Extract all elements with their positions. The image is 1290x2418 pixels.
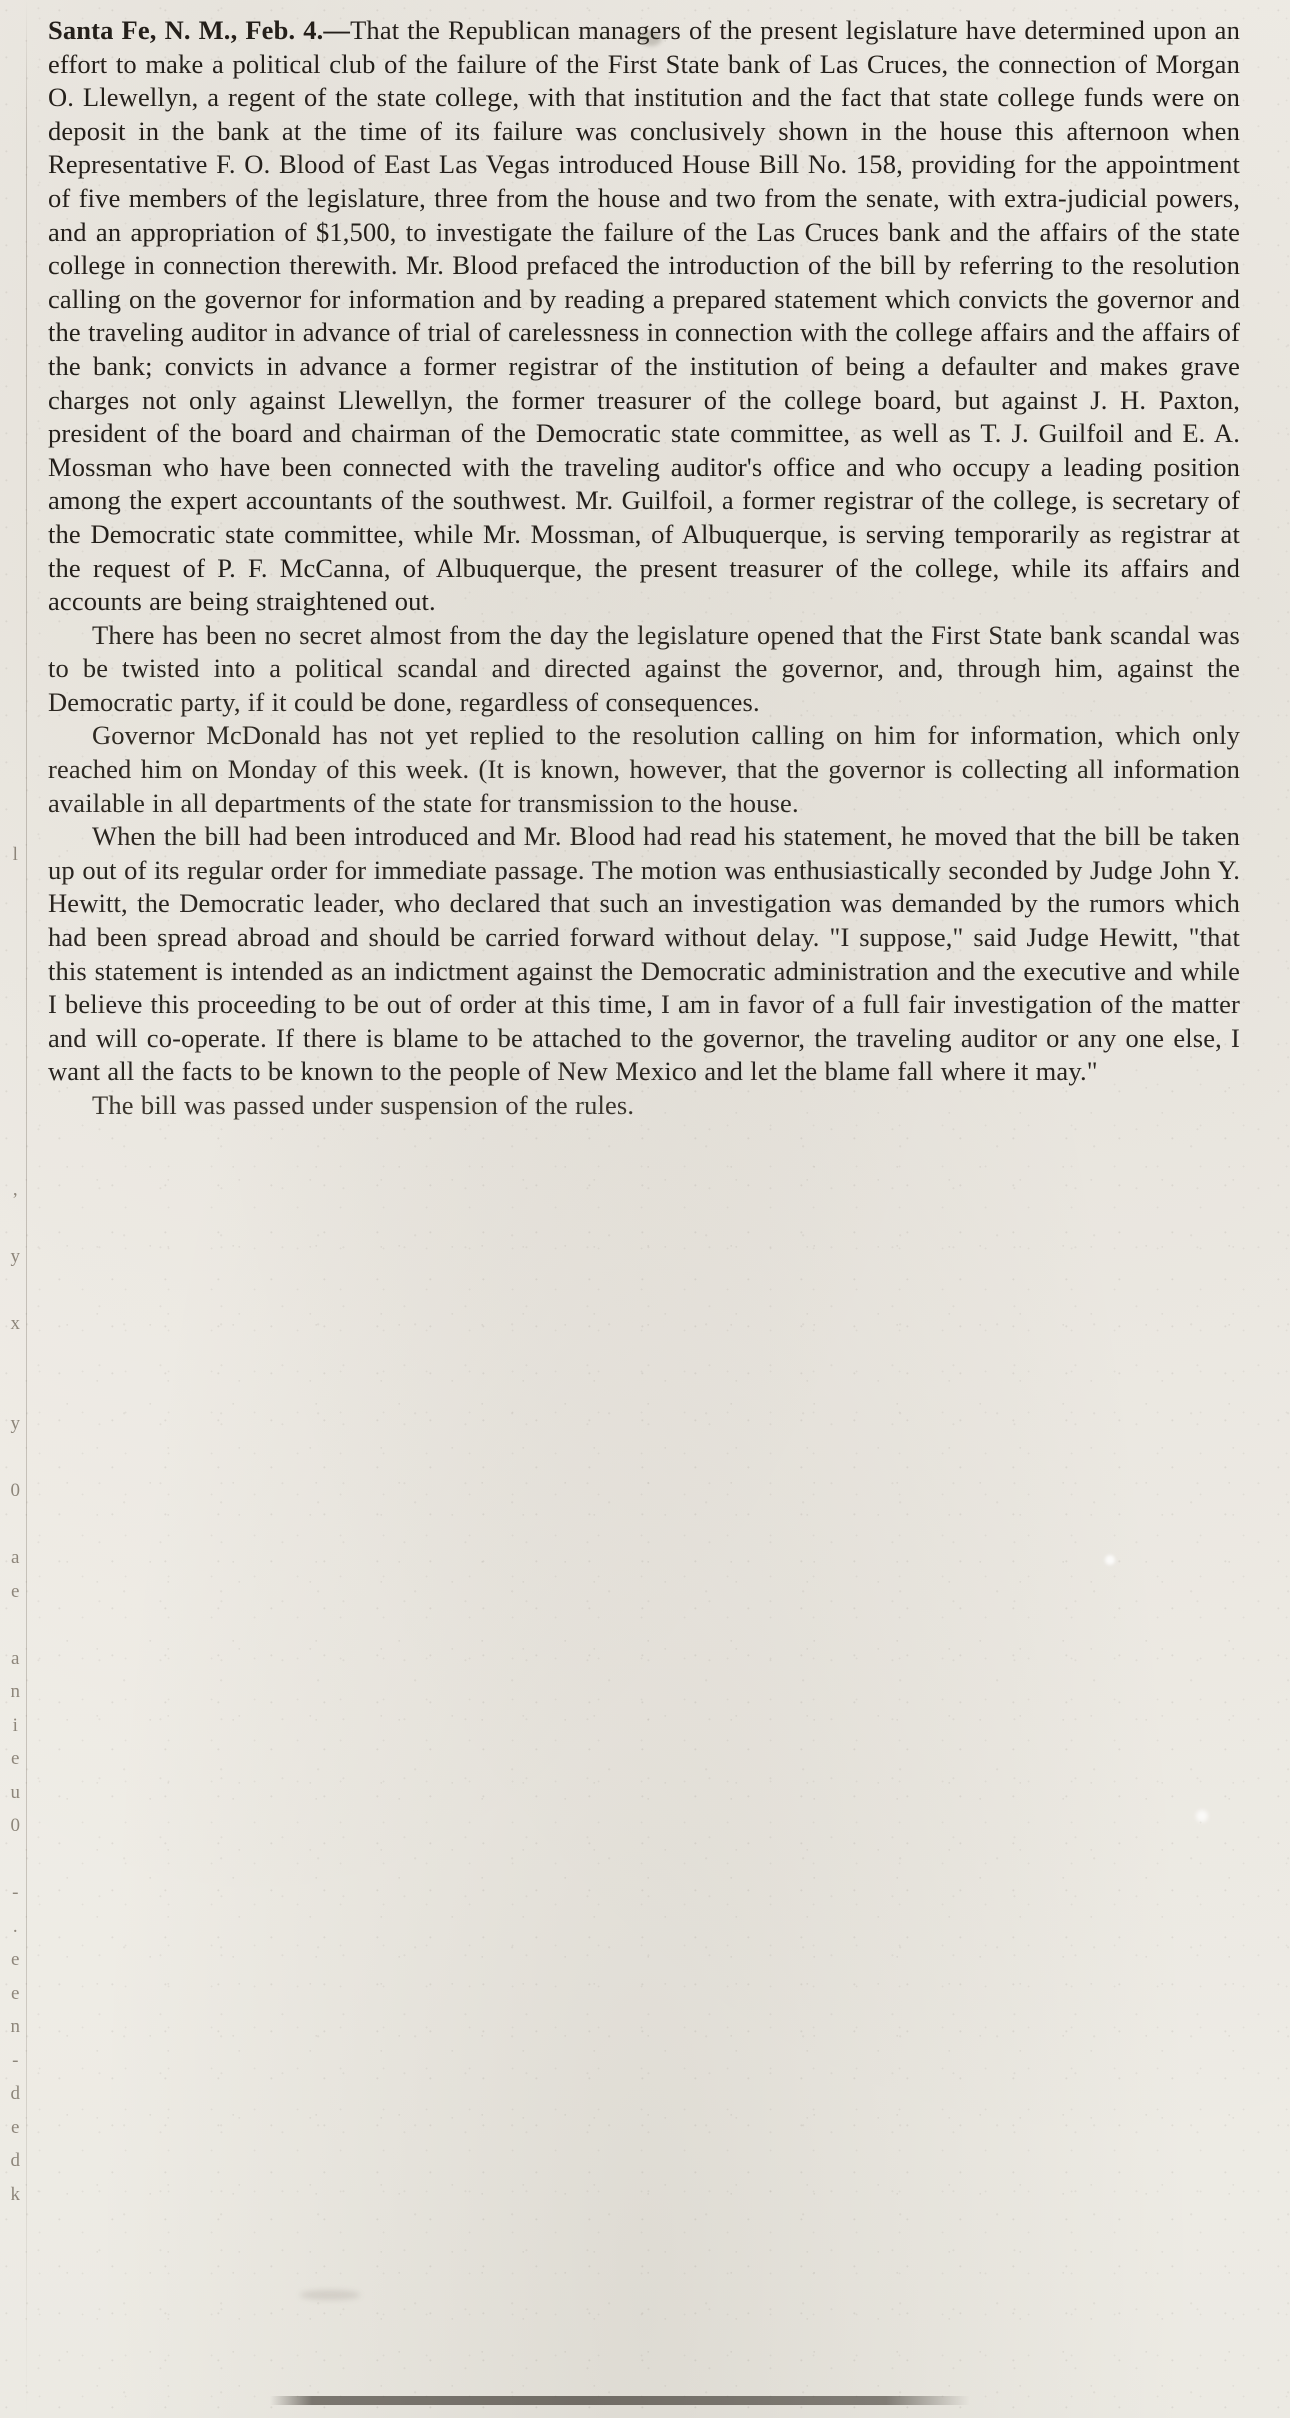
paragraph-1-text: That the Republican managers of the present legislature have determined upon an effort to make a political club of the failure of the First State bank of Las Cruces, the connection of Morgan O. Llewellyn, a regent of the state college, with that institution and the fact that state college funds were on deposit in the bank at the time of its failure was conclusively shown in the house this afternoon when Representative F. O. Blood of East Las Vegas introduced House Bill No. 158, providing for the appointment of five members of the legislature, three from the house and two from the senate, with extra-judicial powers, and an appropriation of $1,500, to investigate the failure of the Las Cruces bank and the affairs of the state college in connection therewith. Mr. Blood prefaced the introduction of the bill by referring to the resolution calling on the governor for information and by reading a prepared statement which convicts the governor and the traveling auditor in advance of trial of carelessness in connection with the college affairs and the affairs of the bank; convicts in advance a former registrar of the institution of being a defaulter and makes grave charges not only against Llewellyn, the former treasurer of the college board, but against J. H. Paxton, president of the board and chairman of the Democratic state committee, as well as T. J. Guilfoil and E. A. Mossman who have been connected with the traveling auditor's office and who occupy a leading position among the expert accountants of the southwest. Mr. Guilfoil, a former registrar of the college, is secretary of the Democratic state committee, while Mr. Mossman, of Albuquerque, is serving temporarily as registrar at the request of P. F. McCanna, of Albuquerque, the present treasurer of the college, while its affairs and accounts are being straightened out. — [48, 15, 1240, 617]
gutter-fragment — [0, 938, 30, 972]
gutter-fragment: e — [11, 1748, 19, 1769]
gutter-fragment — [0, 67, 30, 101]
gutter-fragment: e — [11, 1982, 19, 2004]
gutter-fragment: i — [12, 1714, 18, 1736]
gutter-fragment — [0, 804, 30, 838]
gutter-fragment: y — [10, 1245, 20, 1267]
gutter-fragment — [0, 737, 30, 771]
gutter-fragment — [0, 1508, 30, 1542]
gutter-fragment — [0, 1441, 30, 1475]
article-paragraph-5: The bill was passed under suspension of the rules. — [92, 1090, 635, 1120]
gutter-fragment: d — [10, 2150, 20, 2171]
ink-smudge — [300, 2290, 360, 2300]
gutter-fragment — [0, 670, 30, 704]
gutter-fragment — [0, 402, 30, 436]
gutter-fragment: u — [10, 1781, 20, 1803]
article-paragraph-1 — [48, 14, 1240, 619]
gutter-fragment: n — [10, 2016, 20, 2037]
gutter-fragment: k — [10, 2183, 20, 2205]
gutter-fragment — [0, 0, 30, 34]
gutter-fragment — [0, 771, 30, 805]
gutter-fragment — [0, 603, 30, 637]
gutter-fragment — [0, 536, 30, 570]
gutter-fragment — [0, 1106, 30, 1140]
gutter-fragment: e — [11, 1949, 19, 1970]
gutter-fragment: 0 — [10, 1480, 20, 1501]
left-gutter-fragments — [0, 0, 30, 2418]
gutter-fragment — [0, 503, 30, 537]
gutter-fragment — [0, 302, 30, 336]
article-paragraph-3: Governor McDonald has not yet replied to the resolution calling on him for information, which only reached him on Monday of this week. (It is known, however, that the governor is collecting all information available in all departments of the state for transmission to the house. — [48, 720, 1240, 818]
dateline: Santa Fe, N. M., Feb. 4.— — [48, 15, 351, 45]
article-paragraph-4: When the bill had been introduced and Mr. Blood had read his statement, he moved that the bill be taken up out of its regular order for immediate passage. The motion was enthusiastically seconded by Judge John Y. Hewitt, the Democratic leader, who declared that such an investigation was demanded by the rumors which had been spread abroad and should be carried forward without delay. "I suppose," said Judge Hewitt, "that this statement is intended as an indictment against the Democratic administration and the executive and while I believe this proceeding to be out of order at this time, I am in favor of a full fair investigation of the matter and will co-operate. If there is blame to be attached to the governor, the traveling auditor or any one else, I want all the facts to be known to the people of New Mexico and let the blame fall where it may." — [48, 821, 1240, 1087]
gutter-fragment: e — [11, 2116, 19, 2138]
article-paragraph-2: There has been no secret almost from the day the legislature opened that the First State bank scandal was to be twisted into a political scandal and directed against the governor, and, through him, against the Democratic party, if it could be done, regardless of consequences. — [48, 619, 1240, 717]
gutter-fragment — [0, 101, 30, 135]
gutter-fragment — [0, 34, 30, 68]
gutter-fragment — [0, 1072, 30, 1106]
gutter-fragment — [0, 1843, 30, 1877]
gutter-fragment — [0, 201, 30, 235]
gutter-fragment: n — [10, 1681, 20, 1702]
gutter-fragment — [0, 168, 30, 202]
gutter-fragment — [0, 1608, 30, 1642]
gutter-fragment: - — [12, 1882, 18, 1903]
gutter-fragment: , — [12, 1178, 18, 1200]
gutter-fragment — [0, 469, 30, 503]
gutter-fragment — [0, 972, 30, 1006]
article-body — [48, 14, 1240, 1123]
gutter-fragment: e — [11, 1580, 19, 1602]
gutter-fragment — [0, 1005, 30, 1039]
gutter-fragment — [0, 637, 30, 671]
gutter-fragment: l — [12, 843, 18, 865]
gutter-fragment — [0, 871, 30, 905]
gutter-fragment: d — [10, 2083, 20, 2104]
gutter-fragment — [0, 1039, 30, 1073]
gutter-fragment — [0, 1273, 30, 1307]
gutter-fragment — [0, 369, 30, 403]
gutter-fragment — [0, 134, 30, 168]
gutter-fragment — [0, 268, 30, 302]
gutter-fragment — [0, 235, 30, 269]
gutter-fragment: 0 — [10, 1815, 20, 1836]
gutter-fragment — [0, 570, 30, 604]
gutter-fragment — [0, 1206, 30, 1240]
gutter-fragment — [0, 1340, 30, 1374]
gutter-fragment — [0, 335, 30, 369]
paper-blemish — [1196, 1810, 1208, 1822]
gutter-fragment — [0, 1374, 30, 1408]
gutter-fragment: a — [11, 1547, 19, 1568]
gutter-fragment: - — [12, 2049, 18, 2071]
gutter-fragment — [0, 704, 30, 738]
gutter-fragment — [0, 1139, 30, 1173]
gutter-fragment: y — [10, 1413, 20, 1434]
gutter-fragment — [0, 905, 30, 939]
bottom-divider-rule — [270, 2396, 970, 2405]
gutter-fragment: x — [10, 1312, 20, 1334]
gutter-fragment: . — [12, 1915, 18, 1937]
gutter-fragment: a — [11, 1647, 19, 1669]
paper-blemish — [1105, 1555, 1115, 1565]
gutter-fragment — [0, 436, 30, 470]
